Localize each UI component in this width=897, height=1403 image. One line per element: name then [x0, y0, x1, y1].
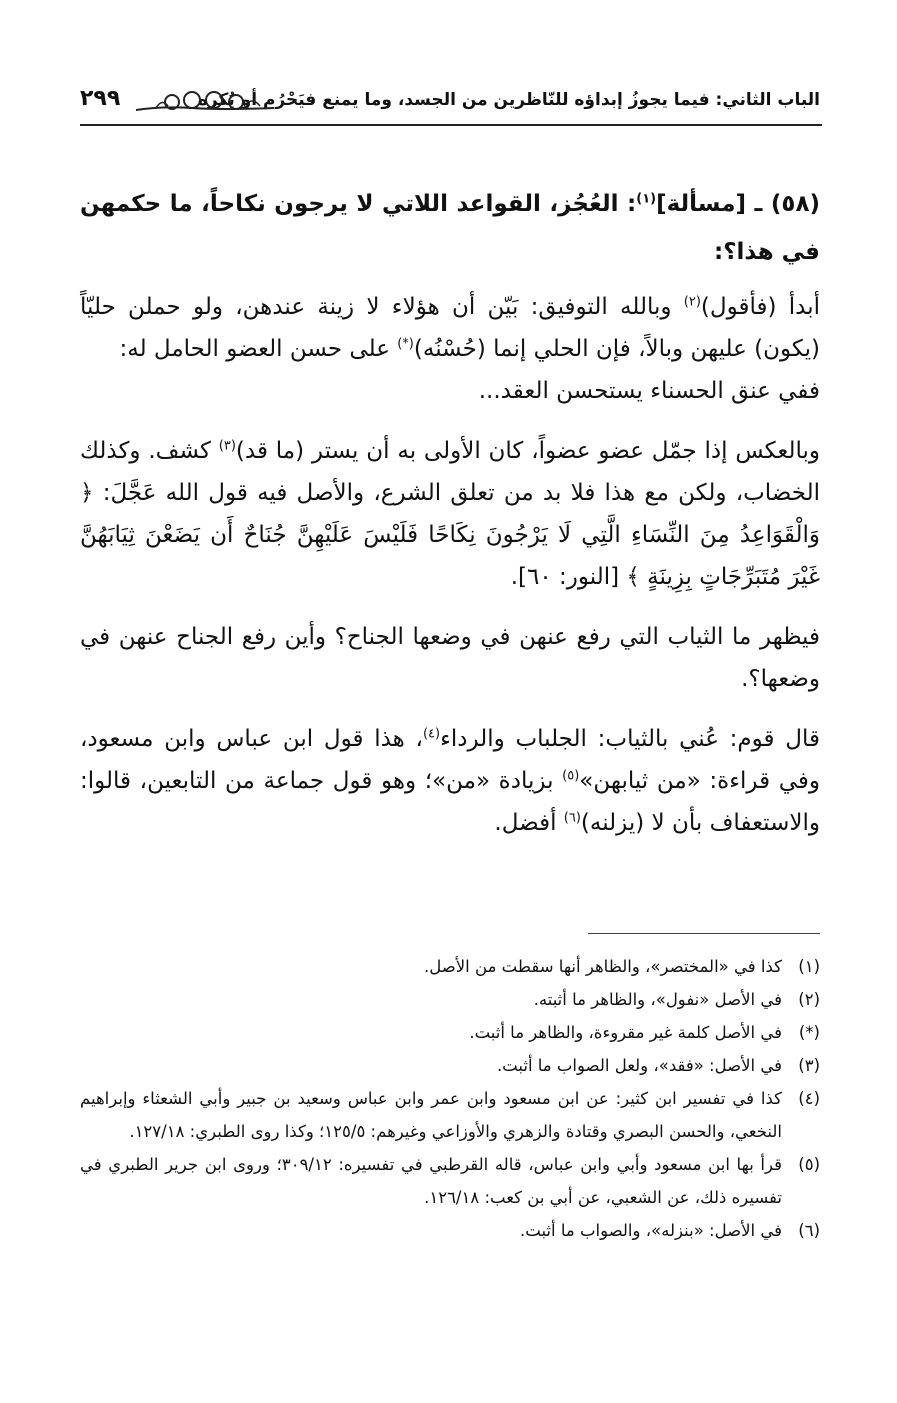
text-run: قال قوم: عُني بالثياب: الجلباب والرداء	[440, 726, 820, 752]
footnote-divider	[588, 933, 820, 934]
footnote-ref: (٢)	[683, 294, 701, 310]
ornament-icon	[132, 86, 278, 116]
paragraph-2	[80, 430, 820, 598]
main-text	[80, 180, 820, 844]
paragraph-4	[80, 718, 820, 844]
question-heading	[80, 180, 820, 276]
footnote-text: قرأ بها ابن مسعود وأبي وابن عباس، قاله القرطبي في تفسيره: ٣٠٩/١٢؛ وروى ابن جرير الطبري في تفسيره ذلك، عن الشعبي، عن أبي بن كعب: ١٢٦/١٨.	[80, 1155, 783, 1207]
header-divider	[80, 124, 822, 126]
paragraph-3: فيظهر ما الثياب التي رفع عنهن في وضعها الجناح؟ وأين رفع الجناح عنهن في وضعها؟.	[80, 624, 820, 692]
text-run: أفضل.	[494, 810, 564, 836]
footnote-ref: (١)	[636, 191, 657, 207]
footnote	[80, 1214, 820, 1247]
question-text: : العُجُز، القواعد اللاتي لا يرجون نكاحاً، ما حكمهن في هذا؟:	[80, 191, 820, 265]
footnote-text: كذا في تفسير ابن كثير: عن ابن مسعود وابن عمر وابن عباس وسعيد بن جبير وأبي الشعثاء وإبراهيم النخعي، والحسن البصري وقتادة والزهري والأوزاعي وغيرهم: ١٢٥/٥؛ وكذا روى الطبري: ١٢٧/١٨.	[80, 1089, 782, 1141]
text-run: وبالعكس إذا جمّل عضو عضواً، كان الأولى به أن يستر (ما قد)	[235, 438, 821, 464]
text-run: ، هذا قول ابن عباس وابن مسعود، وفي قراءة: «من ثيابهن»	[80, 726, 821, 794]
text-run: على حسن العضو الحامل له:	[119, 336, 398, 362]
footnote	[80, 983, 820, 1016]
question-number: (٥٨) ـ [مسألة]	[656, 191, 820, 217]
footnote	[80, 950, 820, 983]
footnote-text: في الأصل: «فقد»، ولعل الصواب ما أثبت.	[496, 1056, 782, 1075]
footnote-text: في الأصل: «بنزله»، والصواب ما أثبت.	[520, 1221, 782, 1240]
chapter-title: الباب الثاني: فيما يجوزُ إبداؤه للنّاظرين من الجسد، وما يمنع فيَحْرُم أو يُكره	[197, 90, 820, 110]
footnote-number: (١)	[798, 957, 820, 976]
paragraph-1	[80, 286, 820, 370]
footnote	[80, 1016, 820, 1049]
footnote	[80, 1148, 820, 1214]
footnote-number: (٣)	[798, 1056, 820, 1075]
footnote-ref: (٤)	[422, 726, 441, 742]
poetry-line	[80, 370, 820, 412]
footnote-text: كذا في «المختصر»، والظاهر أنها سقطت من الأصل.	[424, 957, 782, 976]
text-run: وبالله التوفيق: بَيّن أن هؤلاء لا زينة عندهن، ولو حملن حليّاً (يكون) عليهن وبالاً، فإن الحلي إنما (حُسْنُه)	[80, 294, 820, 362]
footnote-ref: (٦)	[563, 810, 581, 826]
footnote-number: (*)	[798, 1023, 820, 1042]
footnote-ref: (*)	[397, 336, 414, 352]
running-header	[80, 82, 820, 126]
page-number: ٢٩٩	[80, 86, 121, 111]
text-run: أبدأ (فأقول)	[700, 294, 820, 320]
footnote	[80, 1049, 820, 1082]
footnote-ref: (٣)	[218, 438, 236, 454]
footnote	[80, 1082, 820, 1148]
footnote-number: (٤)	[798, 1089, 820, 1108]
footnote-number: (٥)	[798, 1155, 820, 1174]
quran-verse: ﴿ وَالْقَوَاعِدُ مِنَ النِّسَاءِ الَّتِي لَا يَرْجُونَ نِكَاحًا فَلَيْسَ عَلَيْهِنَّ جُنَاحٌ أَن يَضَعْنَ ثِيَابَهُنَّ غَيْرَ مُتَبَرِّجَاتٍ بِزِينَةٍ ﴾	[80, 480, 820, 590]
verse-citation: [النور: ٦٠].	[510, 564, 627, 590]
footnote-number: (٢)	[798, 990, 820, 1009]
footnote-ref: (٥)	[562, 768, 580, 784]
verse-text: ففي عنق الحسناء يستحسن العقد...	[478, 378, 820, 404]
footnote-number: (٦)	[798, 1221, 820, 1240]
footnote-text: في الأصل «نفول»، والظاهر ما أثبته.	[533, 990, 782, 1009]
text-run: كشف. وكذلك الخضاب، ولكن مع هذا فلا بد من تعلق الشرع، والأصل فيه قول الله عَجَّلَ:	[80, 438, 820, 506]
text-run: بزيادة «من»؛ وهو قول جماعة من التابعين، قالوا: والاستعفاف بأن لا (يزلنه)	[80, 768, 820, 836]
footnote-text: في الأصل كلمة غير مقروءة، والظاهر ما أثبت.	[469, 1023, 782, 1042]
footnotes	[80, 950, 820, 1247]
